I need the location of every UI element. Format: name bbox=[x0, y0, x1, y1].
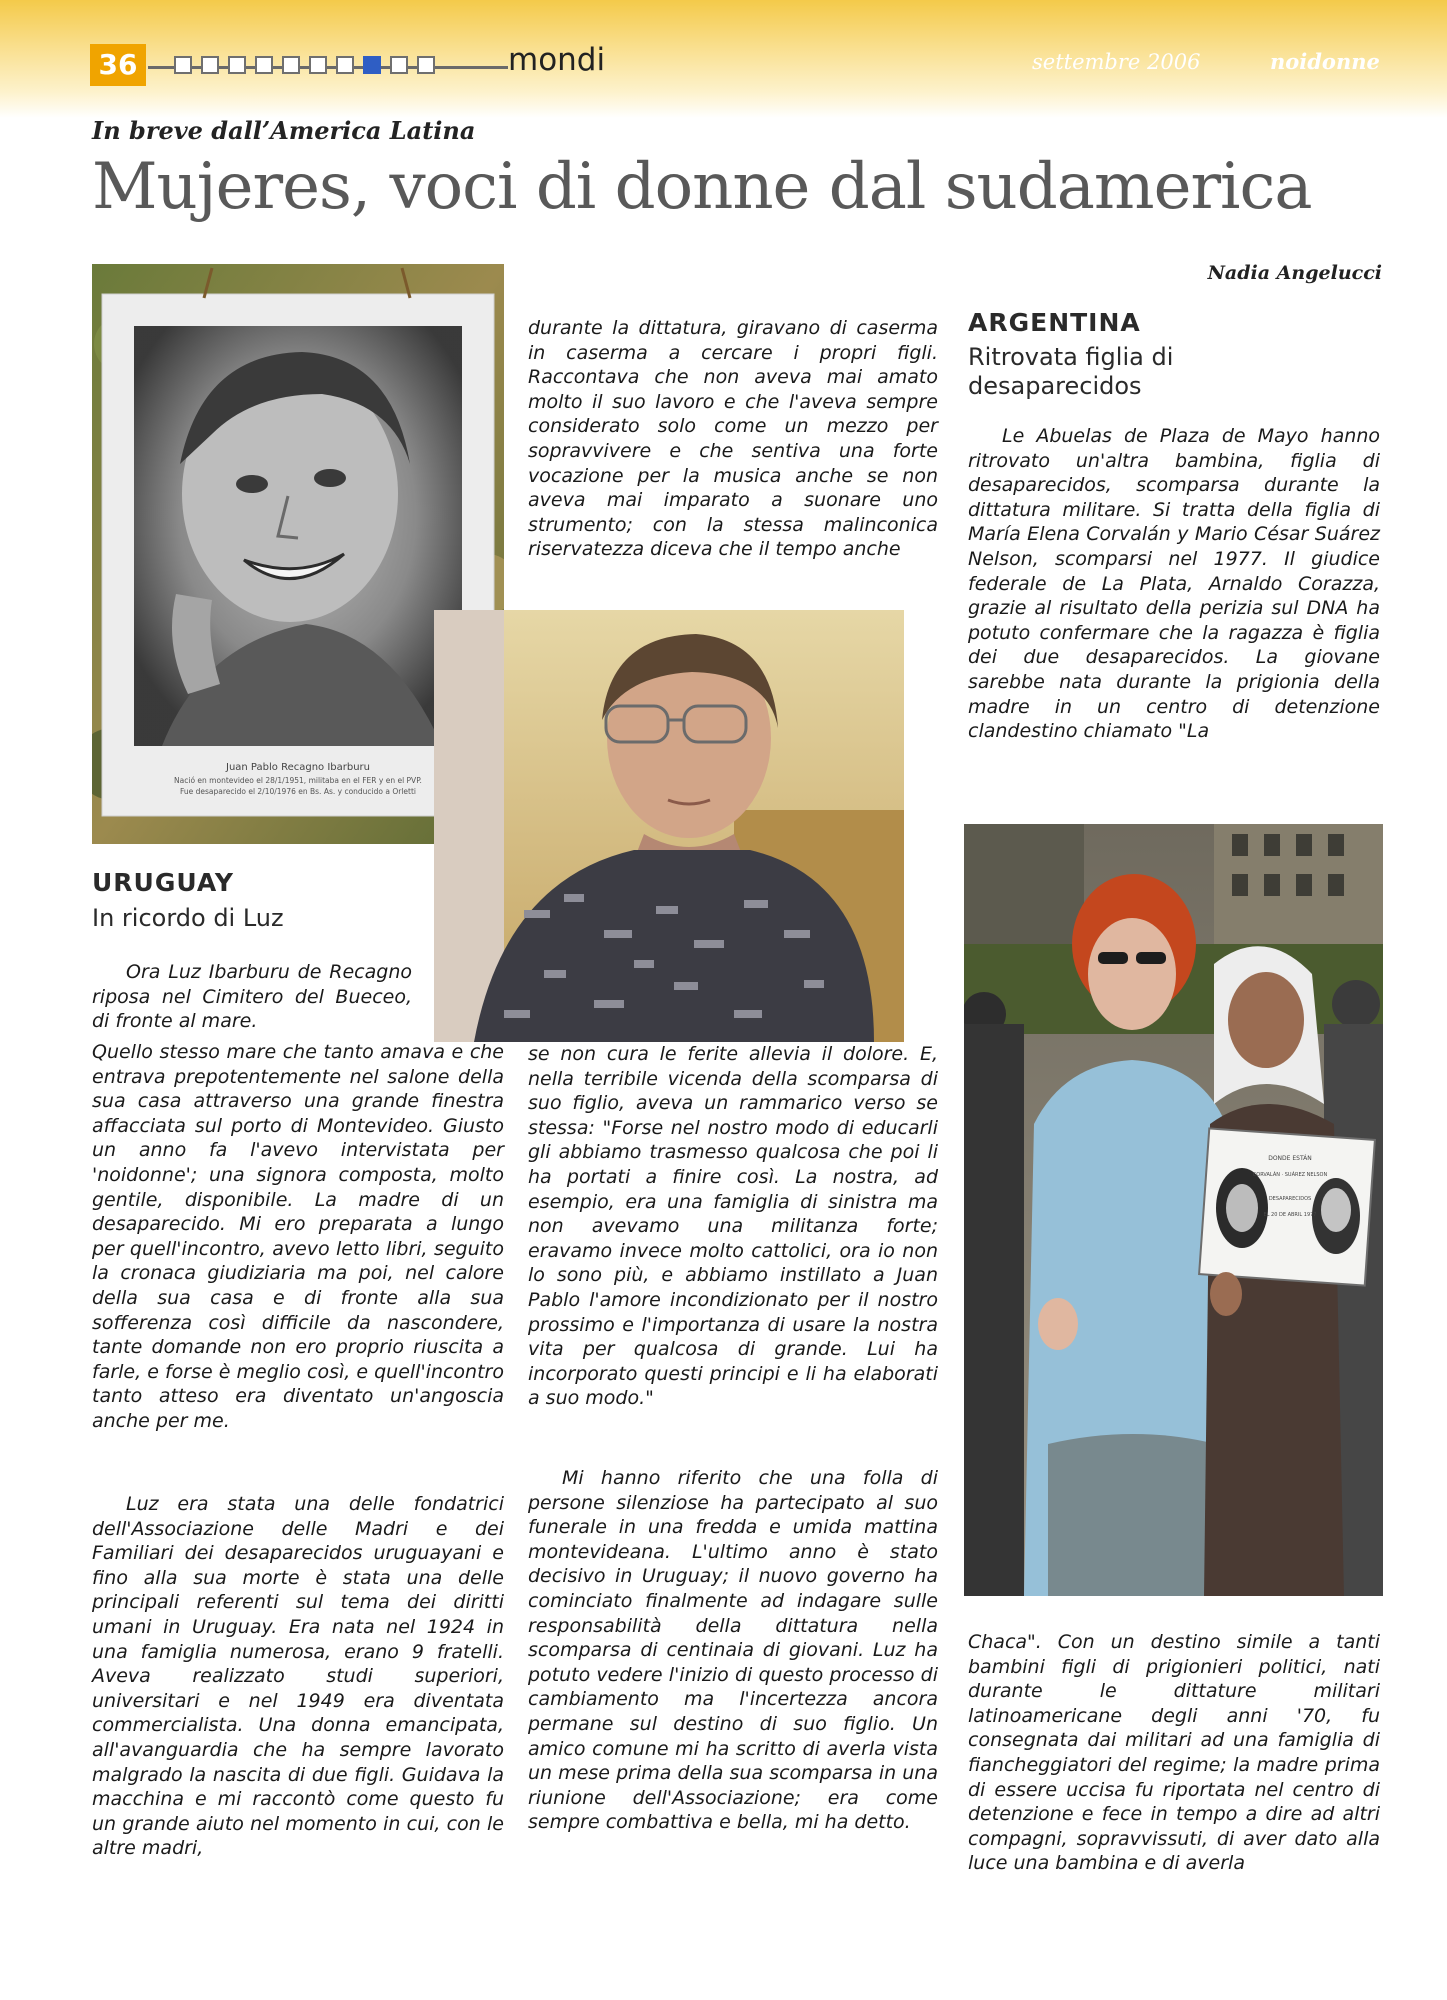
middle-paragraph-2: Mi hanno riferito che una folla di persone silenziose ha partecipato al suo funerale in una fredda e umida mattina montevideana. L'ultimo anno è stato decisivo in Uruguay; il nuovo governo ha cominciato finalmente ad indagare sulle responsabilità della dittatura nella scomparsa di centinaia di giovani. Luz ha potuto vedere l'inizio di questo processo di cambiamento ma l'incertezza ancora permane sul destino di suo figlio. Un amico comune mi ha scritto di averla vista un mese prima della sua scomparsa in una riunione dell'Associazione; era come sempre combattiva e bella, mi ha detto. bbox=[528, 1467, 938, 1834]
section-marker-active bbox=[363, 56, 381, 74]
issue-date: settembre 2006 bbox=[1032, 50, 1201, 74]
author-byline: Nadia Angelucci bbox=[1207, 262, 1382, 284]
argentina-paragraph-top: Le Abuelas de Plaza de Mayo hanno ritrovato un'altra bambina, figlia di desaparecidos, scomparsa durante la dittatura militare. Si tratta della figlia di María Elena Corvalán y Mario César Suárez Nelson, scomparsi nel 1977. Il giudice federale de La Plata, Arnaldo Corazza, grazie al risultato della perizia sul DNA ha potuto confermare che la ragazza è figlia dei due desaparecidos. La giovane sarebbe nata durante la prigionia della madre in un centro di detenzione clandestino chiamato "La bbox=[968, 425, 1380, 743]
middle-paragraph-1: se non cura le ferite allevia il dolore. E, nella terribile vicenda della scomparsa di suo figlio, aveva un rammarico verso se stessa: "Forse nel nostro modo di educarli gli abbiamo trasmesso qualcosa che poi li ha portati a finire così. La nostra, ad esempio, era una famiglia di sinistra ma non avevamo una militanza forte; eravamo invece molto cattolici, ora io non lo sono più, e abbiamo instillato a Juan Pablo l'amore incondizionato per il nostro prossimo e l'importanza di usare la nostra vita per qualcosa di grande. Lui ha incorporato questi principi e li ha elaborati a suo modo." bbox=[528, 1043, 938, 1410]
magazine-name: noidonne bbox=[1270, 49, 1380, 74]
poster-caption-name: Juan Pablo Recagno Ibarburu bbox=[226, 762, 370, 773]
demonstration-photo bbox=[964, 824, 1383, 1596]
uruguay-paragraph-intro: Ora Luz Ibarburu de Recagno riposa nel Cimitero del Bueceo, di fronte al mare. bbox=[92, 961, 412, 1033]
section-marker bbox=[336, 56, 354, 74]
sign-text: DESAPARECIDOS bbox=[1268, 1196, 1312, 1202]
sign-text: DONDE ESTÁN bbox=[1268, 1155, 1312, 1162]
section-marker bbox=[309, 56, 327, 74]
section-heading-uruguay: URUGUAY bbox=[92, 868, 234, 897]
article-title: Mujeres, voci di donne dal sudamerica bbox=[92, 150, 1312, 224]
sign-text: EL 20 DE ABRIL 1977 bbox=[1263, 1212, 1317, 1218]
section-marker bbox=[201, 56, 219, 74]
argentina-paragraph-bottom: Chaca". Con un destino simile a tanti bambini figli di prigionieri politici, nati durante le dittature militari latinoamericane degli anni '70, fu consegnata dai militari ad una famiglia di fiancheggiatori del regime; la madre prima di essere uccisa fu riportata nel centro di detenzione e fece in tempo a dire ad altri compagni, sopravvissuti, di aver dato alla luce una bambina e di averla bbox=[968, 1631, 1380, 1875]
uruguay-paragraph-2: Luz era stata una delle fondatrici dell'Associazione delle Madri e dei Familiari dei desaparecidos uruguayani e fino alla sua morte è stata una delle principali referenti sul tema dei diritti umani in Uruguay. Era nata nel 1924 in una famiglia numerosa, erano 9 fratelli. Aveva realizzato studi superiori, universitari e nel 1949 era diventata commercialista. Una donna emancipata, all'avanguardia che ha sempre lavorato malgrado la nascita di due figli. Guidava la macchina e mi raccontò come questo fu un grande aiuto nel momento in cui, con le altre madri, bbox=[92, 1493, 504, 1860]
sign-text: CORVALÁN · SUÁREZ NELSON bbox=[1252, 1172, 1328, 1178]
page-number: 36 bbox=[90, 44, 146, 86]
section-marker bbox=[228, 56, 246, 74]
section-name: mondi bbox=[508, 42, 606, 78]
section-marker bbox=[174, 56, 192, 74]
middle-paragraph-top: durante la dittatura, giravano di caserma in caserma a cercare i propri figli. Raccontava che non aveva mai amato molto il suo lavoro e che l'aveva sempre considerato solo come un mezzo per sopravvivere e che sentiva una forte vocazione per la musica anche se non aveva mai imparato a suonare uno strumento; con la stessa malinconica riservatezza diceva che il tempo anche bbox=[528, 317, 938, 561]
article-kicker: In breve dall’America Latina bbox=[92, 116, 476, 145]
section-marker bbox=[282, 56, 300, 74]
subheading-uruguay: In ricordo di Luz bbox=[92, 904, 284, 932]
section-marker bbox=[390, 56, 408, 74]
section-marker bbox=[417, 56, 435, 74]
poster-caption-detail: Nació en montevideo el 28/1/1951, militaba en el FER y en el PVP. bbox=[174, 776, 422, 785]
luz-portrait-photo bbox=[434, 610, 904, 1042]
poster-caption-detail: Fue desaparecido el 2/10/1976 en Bs. As. y conducido a Orletti bbox=[179, 787, 417, 796]
section-marker bbox=[255, 56, 273, 74]
section-heading-argentina: ARGENTINA bbox=[968, 308, 1141, 337]
subheading-argentina: Ritrovata figlia di desaparecidos bbox=[968, 343, 1174, 400]
uruguay-paragraph-1: Quello stesso mare che tanto amava e che entrava prepotentemente nel salone della sua casa attraverso una grande finestra affacciata sul porto di Montevideo. Giusto un anno fa l'avevo intervistata per 'noidonne'; una signora composta, molto gentile, disponibile. La madre di un desaparecido. Mi ero preparata a lungo per quell'incontro, avevo letto libri, seguito la cronaca giudiziaria ma poi, nel calore della sua casa e di fronte alla sua sofferenza così difficile da nascondere, tante domande non ero proprio riuscita a farle, e forse è meglio così, e quell'incontro tanto atteso era diventato un'angoscia anche per me. bbox=[92, 1041, 504, 1432]
